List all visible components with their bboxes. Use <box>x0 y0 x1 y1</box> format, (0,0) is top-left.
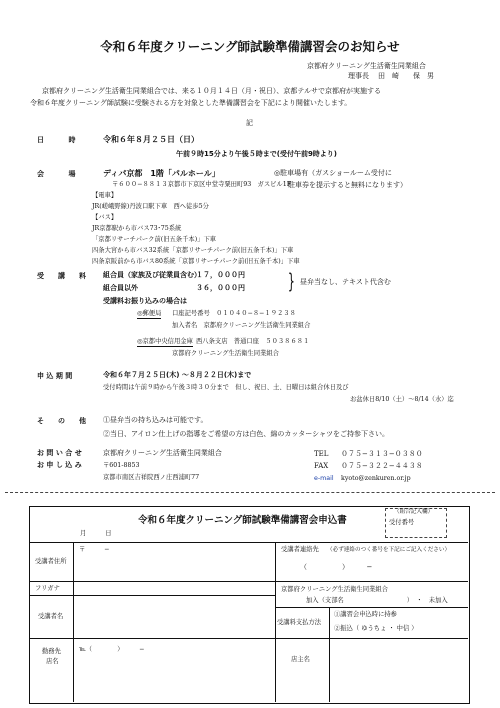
fee-member-value: １７，０００円 <box>196 271 245 279</box>
furigana-label: フリガナ <box>35 585 60 592</box>
contact-fax-label: FAX <box>314 462 329 470</box>
bus-line-3: 四条大宮から市バス32系統「京都リサーチパーク前(旧五条千本)」下車 <box>92 247 294 254</box>
receipt-number-label: 受付番号 <box>389 519 415 526</box>
member-org: 京都府クリーニング生活衛生同業組合 <box>281 586 388 593</box>
form-row-line <box>275 607 468 608</box>
date-line-2: 午前９時15分より午後５時まで(受付午前9時より) <box>176 150 338 158</box>
ki-mark: 記 <box>246 119 253 127</box>
shop-owner-label: 店主名 <box>291 656 310 663</box>
workplace-tel-field[interactable]: ℡（ ） − <box>79 646 145 653</box>
membership-field[interactable]: 加入（支部名 ） ・ 未加入 <box>306 597 448 604</box>
fee-note: 昼弁当なし、テキスト代含む <box>300 278 391 286</box>
address-zip[interactable]: 〒 − <box>79 546 110 553</box>
transfer-heading: 受講料お振り込みの場合は <box>103 297 187 305</box>
fee-nonmember-label: 組合員以外 <box>103 284 138 292</box>
bank-holder: 京都府クリーニング生活衛生同業組合 <box>172 350 279 357</box>
notice-title: 令和６年度クリーニング師試験準備講習会のお知らせ <box>100 39 400 54</box>
fee-label: 受 講 料 <box>37 272 90 280</box>
issuer-chair-title: 理事長 <box>348 72 369 80</box>
contact-fax: ０７５−３２２−４４３８ <box>341 462 423 470</box>
bank-branch: 西八条支店 普通口座 ５０３８６８１ <box>196 338 310 345</box>
intro-line-1: 京都府クリーニング生活衛生同業組合では、来る１０月１４日（月・祝日）、京都テルサで京都府が実施する <box>42 87 382 95</box>
fee-nonmember-value: ３６，０００円 <box>196 284 245 292</box>
intro-line-2: 令和６年度クリーニング師試験に受験される方を対象とした準備講習会を下記により開催いたします。 <box>30 99 352 107</box>
period-line-1: 令和６年７月２５日(木) 〜８月２２日(木)まで <box>103 371 252 379</box>
parking-note-2: 駐車券を提示すると無料になります） <box>288 181 407 189</box>
date-line-1: 令和６年８月２５日（日） <box>103 135 199 144</box>
bus-line-4: 四条京阪前から市バス80系統「京都リサーチパーク前(旧五条千本)」下車 <box>92 258 300 265</box>
other-item-1: ①昼弁当の持ち込みは可能です。 <box>103 416 208 424</box>
fee-brace: } <box>287 269 295 293</box>
cut-line <box>5 492 495 493</box>
contact-address: 京都市南区吉祥院西ノ庄西浦町77 <box>103 474 200 481</box>
contact-label: 受講者連絡先 <box>281 546 319 553</box>
bus-line-2: 「京都リサーチパーク前(旧五条千本)」下車 <box>92 236 217 243</box>
form-col-line <box>329 607 330 638</box>
postal-holder: 加入者名 京都府クリーニング生活衛生同業組合 <box>172 322 311 329</box>
period-line-2: 受付時間は午前９時から午後３時３０分まで 但し、祝日、土、日曜日は組合休日及び <box>103 384 349 391</box>
payment-label: 受講料支払方法 <box>277 619 322 626</box>
postal-label: ◎郵便局 <box>137 310 162 317</box>
address-label: 受講者住所 <box>35 558 67 565</box>
contact-label-apply: お 申 し 込 み <box>37 461 82 469</box>
workplace-label-2: 店名 <box>46 658 59 665</box>
contact-zip: 〒601-8853 <box>103 462 140 469</box>
contact-email-label: e-mail <box>314 475 334 482</box>
issuer-org: 京都府クリーニング生活衛生同業組合 <box>307 62 426 70</box>
parking-note-1: ◎駐車場有（ガスショールーム受付に <box>274 169 392 177</box>
contact-tel: ０７５−３１３−０３８０ <box>341 450 423 458</box>
other-item-2: ②当日、アイロン仕上げの指導をご希望の方は白色、綿のカッターシャツをご持参下さい。 <box>103 430 390 438</box>
venue-label: 会 場 <box>37 170 79 178</box>
bank-label: ◎京都中央信用金庫 <box>137 338 193 345</box>
form-row-line <box>30 638 468 639</box>
contact-note: （必ず連絡のつく番号を下記にご記入ください） <box>327 547 451 553</box>
form-title: 令和６年度クリーニング師試験準備講習会申込書 <box>138 515 347 526</box>
form-row-line <box>30 595 275 596</box>
contact-phone-field[interactable]: （ ） − <box>300 563 373 571</box>
period-label: 申 込 期 間 <box>37 372 73 380</box>
fee-member-label: 組合員（家族及び従業員含む） <box>103 271 201 279</box>
venue-name: ディパ京都 1階「パルホール」 <box>103 169 220 178</box>
postal-account: 口座記号番号 ０１０４０−８−１９２３８ <box>172 310 296 317</box>
name-label: 受講者名 <box>38 613 64 620</box>
form-date: 月 日 <box>80 530 112 537</box>
period-line-3: お盆休日8/10（土）〜8/14（水）迄 <box>350 396 454 403</box>
form-col-line <box>73 542 74 702</box>
form-row-line <box>30 542 468 543</box>
workplace-label-1: 勤務先 <box>42 648 61 655</box>
bus-line-1: JR京都駅から市バス73･75系統 <box>92 225 182 232</box>
venue-address: 〒６００−８８１３京都市下京区中堂寺粟田町93 ガスビル1F <box>112 181 292 188</box>
contact-label-inquiry: お 問 い 合 せ <box>37 449 82 457</box>
contact-email[interactable]: kyoto@zenkuren.or.jp <box>341 475 411 482</box>
date-label: 日 時 <box>37 136 79 144</box>
form-col-line <box>275 542 276 702</box>
issuer-chair-name: 田 崎 保 男 <box>378 72 434 80</box>
office-use-note: （組合記入欄） <box>394 509 434 515</box>
payment-option-1[interactable]: ①講習会申込時に持参 <box>334 611 397 618</box>
form-row-line <box>30 581 468 582</box>
form-col-line <box>329 638 330 702</box>
train-heading: 【電車】 <box>92 192 118 199</box>
contact-tel-label: TEL <box>314 450 329 458</box>
payment-option-2[interactable]: ②振込（ ゆうちょ ・ 中信 ） <box>334 625 418 632</box>
other-label: そ の 他 <box>37 417 90 425</box>
bus-heading: 【バス】 <box>92 214 118 221</box>
train-line: JR(嵯峨野線)丹波口駅下車 西へ徒歩5分 <box>92 203 209 210</box>
contact-org: 京都府クリーニング生活衛生同業組合 <box>103 449 222 457</box>
